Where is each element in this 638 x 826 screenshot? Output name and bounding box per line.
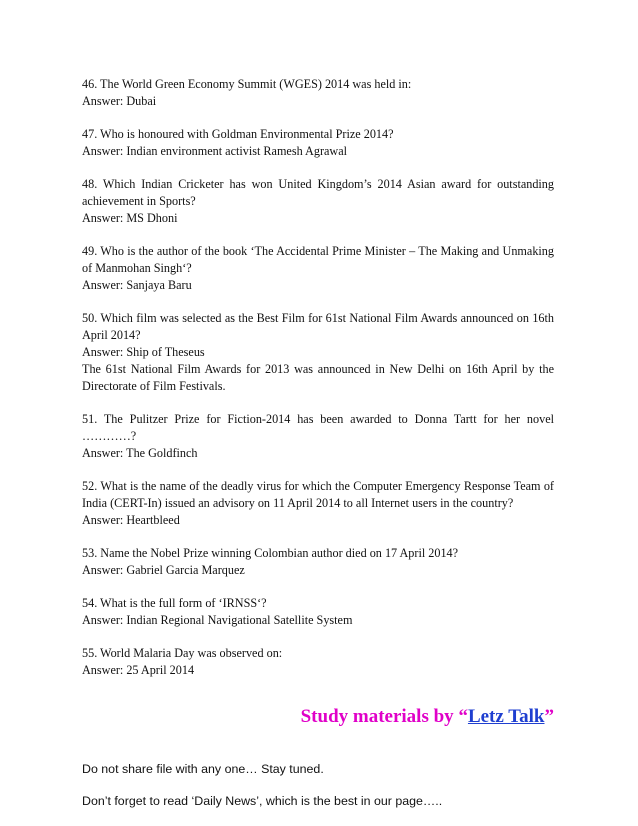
qa-item-51 bbox=[82, 411, 554, 462]
question-text: 47. Who is honoured with Goldman Environmental Prize 2014? bbox=[82, 127, 394, 141]
question-text: 52. What is the name of the deadly virus for which the Computer Emergency Response Team of India (CERT-In) issued an advisory on 11 April 2014 to all Internet users in the country? bbox=[82, 479, 554, 510]
answer-text: Answer: Indian environment activist Ramesh Agrawal bbox=[82, 144, 348, 158]
answer-text: Answer: Sanjaya Baru bbox=[82, 278, 192, 292]
credit-prefix: Study materials by bbox=[300, 706, 459, 727]
answer-explanation: The 61st National Film Awards for 2013 was announced in New Delhi on 16th April by the Directorate of Film Festivals. bbox=[82, 362, 554, 393]
question-text: 53. Name the Nobel Prize winning Colombian author died on 17 April 2014? bbox=[82, 546, 459, 560]
question-text: 51. The Pulitzer Prize for Fiction-2014 has been awarded to Donna Tartt for her novel …………? bbox=[82, 412, 554, 443]
daily-news-note: Don’t forget to read ‘Daily News’, which is the best in our page….. bbox=[82, 794, 443, 808]
qa-item-52 bbox=[82, 478, 554, 529]
question-text: 55. World Malaria Day was observed on: bbox=[82, 646, 283, 660]
qa-item-47 bbox=[82, 126, 554, 160]
letz-talk-link[interactable]: Letz Talk bbox=[467, 706, 545, 727]
qa-item-53 bbox=[82, 545, 554, 579]
qa-item-48 bbox=[82, 176, 554, 227]
open-quote: “ bbox=[458, 706, 468, 727]
qa-item-55 bbox=[82, 645, 554, 679]
qa-item-49 bbox=[82, 243, 554, 294]
answer-text: Answer: Ship of Theseus bbox=[82, 345, 205, 359]
answer-text: Answer: Gabriel Garcia Marquez bbox=[82, 563, 245, 577]
question-text: 50. Which film was selected as the Best Film for 61st National Film Awards announced on 16th April 2014? bbox=[82, 311, 554, 342]
answer-text: Answer: Dubai bbox=[82, 94, 157, 108]
share-note: Do not share file with any one… Stay tuned. bbox=[82, 762, 324, 776]
qa-item-50 bbox=[82, 310, 554, 395]
answer-text: Answer: 25 April 2014 bbox=[82, 663, 195, 677]
qa-item-46 bbox=[82, 76, 554, 110]
question-text: 54. What is the full form of ‘IRNSS‘? bbox=[82, 596, 267, 610]
question-text: 48. Which Indian Cricketer has won United Kingdom’s 2014 Asian award for outstanding achievement in Sports? bbox=[82, 177, 554, 208]
close-quote: ” bbox=[544, 706, 554, 727]
question-text: 46. The World Green Economy Summit (WGES) 2014 was held in: bbox=[82, 77, 412, 91]
answer-text: Answer: The Goldfinch bbox=[82, 446, 198, 460]
study-materials-credit bbox=[82, 705, 554, 729]
answer-text: Answer: Heartbleed bbox=[82, 513, 180, 527]
question-text: 49. Who is the author of the book ‘The Accidental Prime Minister – The Making and Unmaking of Manmohan Singh‘? bbox=[82, 244, 554, 275]
answer-text: Answer: MS Dhoni bbox=[82, 211, 178, 225]
answer-text: Answer: Indian Regional Navigational Satellite System bbox=[82, 613, 353, 627]
document-page bbox=[82, 76, 554, 825]
qa-item-54 bbox=[82, 595, 554, 629]
